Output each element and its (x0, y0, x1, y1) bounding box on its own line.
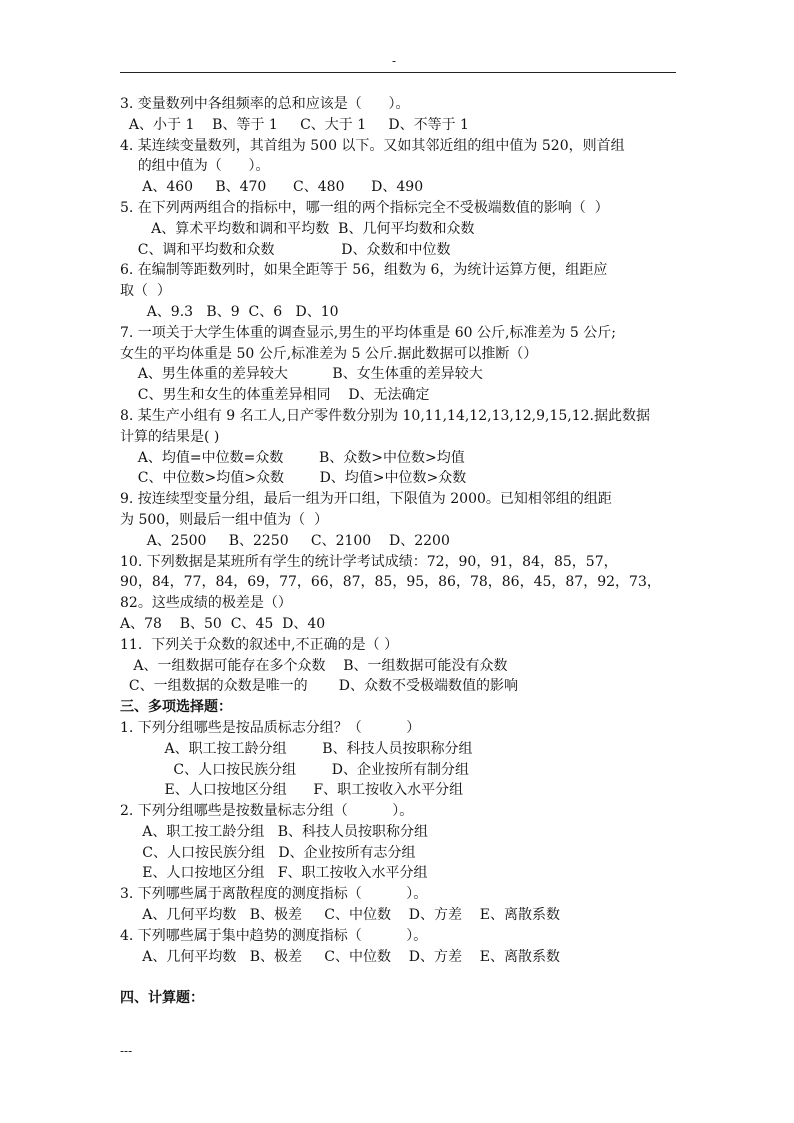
question-options-ab: A、均值=中位数=众数 B、众数>中位数>均值 (120, 449, 465, 466)
question-options-ab: A、职工按工龄分组 B、科技人员按职称分组 (120, 823, 428, 840)
question-options: A、小于 1 B、等于 1 C、大于 1 D、不等于 1 (120, 116, 469, 133)
question-stem: 4. 下列哪些属于集中趋势的测度指标（ ）。 (120, 927, 428, 944)
question-options: A、9.3 B、9 C、6 D、10 (120, 303, 339, 320)
multi-question-1 (120, 718, 680, 801)
question-7 (120, 323, 680, 406)
multi-question-2 (120, 801, 680, 884)
question-stem: 6. 在编制等距数列时，如果全距等于 56，组数为 6，为统计运算方便，组距应 (120, 262, 608, 279)
question-stem-cont: 女生的平均体重是 50 公斤,标准差为 5 公斤.据此数据可以推断（） (120, 345, 538, 362)
question-options-cd: C、调和平均数和众数 D、众数和中位数 (120, 241, 451, 258)
question-options: A、2500 B、2250 C、2100 D、2200 (120, 532, 450, 549)
question-11 (120, 635, 680, 697)
section-heading-calculation: 四、计算题： (120, 990, 204, 1007)
question-stem: 9. 按连续型变量分组，最后一组为开口组，下限值为 2000。已知相邻组的组距 (120, 491, 612, 508)
question-stem-cont: 取（ ） (120, 283, 171, 300)
question-5 (120, 198, 680, 260)
question-options-cd: C、中位数>均值>众数 D、均值>中位数>众数 (120, 470, 467, 487)
spacer (120, 967, 680, 988)
question-stem-cont: 90，84，77，84，69，77，66，87，85，95，86，78，86，45，87，92，73， (120, 574, 661, 591)
question-stem: 3. 变量数列中各组频率的总和应该是（ ）。 (120, 96, 410, 112)
question-options: A、460 B、470 C、480 D、490 (120, 179, 424, 196)
question-stem-cont: 的组中值为（ ）。 (120, 158, 270, 175)
question-options-cd: C、人口按民族分组 D、企业按所有制分组 (120, 761, 469, 778)
question-3 (120, 94, 680, 136)
question-options-cd: C、男生和女生的体重差异相同 D、无法确定 (120, 387, 430, 404)
multi-question-4 (120, 926, 680, 968)
multi-question-3 (120, 884, 680, 926)
question-options-ab: A、职工按工龄分组 B、科技人员按职称分组 (120, 740, 473, 757)
question-stem: 5. 在下列两两组合的指标中，哪一组的两个指标完全不受极端数值的影响（ ） (120, 199, 609, 216)
question-6 (120, 260, 680, 322)
question-stem: 7. 一项关于大学生体重的调查显示,男生的平均体重是 60 公斤,标准差为 5 公斤; (120, 324, 616, 341)
question-options-ef: E、人口按地区分组 F、职工按收入水平分组 (120, 782, 464, 799)
question-options: A、几何平均数 B、极差 C、中位数 D、方差 E、离散系数 (120, 948, 561, 965)
question-stem: 1. 下列分组哪些是按品质标志分组？（ ） (120, 719, 421, 736)
question-options-ab: A、一组数据可能存在多个众数 B、一组数据可能没有众数 (120, 657, 508, 674)
question-options-ef: E、人口按地区分组 F、职工按收入水平分组 (120, 865, 428, 882)
question-stem: 4. 某连续变量数列，其首组为 500 以下。又如其邻近组的组中值为 520，则首组 (120, 137, 625, 154)
question-options: A、几何平均数 B、极差 C、中位数 D、方差 E、离散系数 (120, 907, 561, 924)
question-4 (120, 136, 680, 198)
question-stem: 2. 下列分组哪些是按数量标志分组（ ）。 (120, 803, 414, 820)
question-options-ab: A、男生体重的差异较大 B、女生体重的差异较大 (120, 366, 483, 383)
question-options-cd: C、一组数据的众数是唯一的 D、众数不受极端数值的影响 (120, 678, 518, 695)
question-stem: 8. 某生产小组有 9 名工人,日产零件数分别为 10,11,14,12,13,12,9,15,12.据此数据 (120, 407, 650, 424)
question-options-ab: A、算术平均数和调和平均数 B、几何平均数和众数 (120, 220, 475, 237)
question-options-cd: C、人口按民族分组 D、企业按所有志分组 (120, 844, 416, 861)
question-stem-cont: 计算的结果是( ) (120, 428, 220, 445)
footer-mark: --- (120, 1044, 133, 1058)
question-options: A、78 B、50 C、45 D、40 (120, 615, 326, 632)
question-stem: 3. 下列哪些属于离散程度的测度指标（ ）。 (120, 886, 428, 903)
question-9 (120, 489, 680, 551)
header-rule (120, 72, 676, 73)
section-heading-multiple-choice: 三、多项选择题： (120, 699, 232, 716)
question-stem: 11. 下列关于众数的叙述中,不正确的是（ ） (120, 636, 399, 653)
question-8 (120, 406, 680, 489)
question-stem: 10. 下列数据是某班所有学生的统计学考试成绩：72，90，91，84，85，57， (120, 553, 618, 570)
question-stem-cont: 为 500，则最后一组中值为（ ） (120, 511, 329, 528)
header-mark: - (392, 54, 397, 68)
question-10 (120, 552, 680, 635)
question-stem-cont: 82。这些成绩的极差是（） (120, 595, 292, 612)
document-body (120, 94, 680, 1009)
